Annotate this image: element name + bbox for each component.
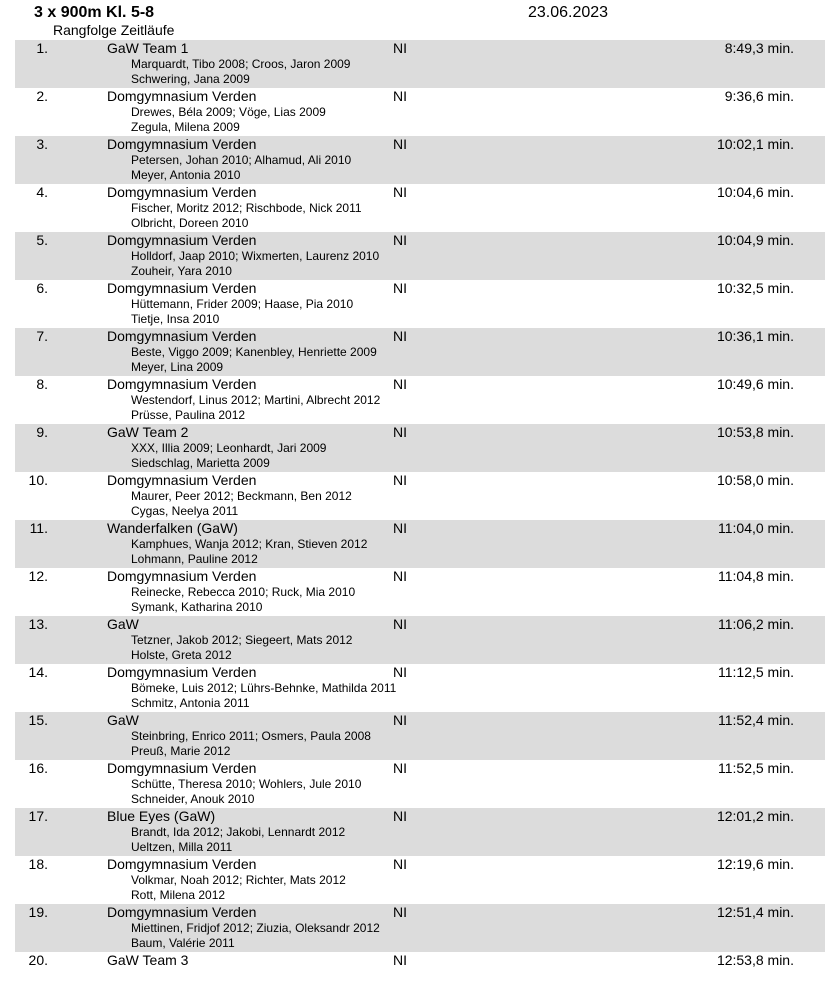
region-code: NI [393, 808, 407, 824]
runners-line-1: Steinbring, Enrico 2011; Osmers, Paula 2008 [131, 729, 371, 743]
rank: 15. [28, 712, 48, 728]
rank: 11. [29, 520, 48, 536]
rank: 5. [36, 232, 48, 248]
runners-line-1: Kamphues, Wanja 2012; Kran, Stieven 2012 [131, 537, 368, 551]
rank: 2. [36, 88, 48, 104]
runners-line-2: Tietje, Insa 2010 [131, 312, 220, 326]
runners-line-1: Brandt, Ida 2012; Jakobi, Lennardt 2012 [131, 825, 346, 839]
rank: 19. [28, 904, 48, 920]
runners-line-2: Cygas, Neelya 2011 [131, 504, 239, 518]
region-code: NI [393, 952, 407, 968]
rank: 17. [28, 808, 48, 824]
finish-time: 10:53,8 min. [716, 424, 794, 440]
runners-line-2: Baum, Valérie 2011 [131, 936, 235, 950]
runners-line-2: Lohmann, Pauline 2012 [131, 552, 258, 566]
result-row [15, 280, 825, 328]
finish-time: 10:04,6 min. [716, 184, 794, 200]
region-code: NI [393, 664, 407, 680]
runners-line-2: Ueltzen, Milla 2011 [131, 840, 233, 854]
finish-time: 11:12,5 min. [717, 664, 794, 680]
team-name: Domgymnasium Verden [107, 472, 257, 488]
rank: 14. [28, 664, 48, 680]
rank: 6. [36, 280, 48, 296]
rank: 7. [36, 328, 48, 344]
result-row [15, 472, 825, 520]
runners-line-2: Siedschlag, Marietta 2009 [131, 456, 270, 470]
runners-line-2: Olbricht, Doreen 2010 [131, 216, 249, 230]
runners-line-2: Zouheir, Yara 2010 [131, 264, 232, 278]
result-row [15, 568, 825, 616]
event-date: 23.06.2023 [528, 4, 609, 21]
team-name: Domgymnasium Verden [107, 280, 257, 296]
result-row [15, 40, 825, 88]
finish-time: 8:49,3 min. [724, 40, 794, 56]
runners-line-1: Tetzner, Jakob 2012; Siegeert, Mats 2012 [131, 633, 353, 647]
runners-line-2: Holste, Greta 2012 [131, 648, 232, 662]
region-code: NI [393, 136, 407, 152]
runners-line-2: Meyer, Antonia 2010 [131, 168, 241, 182]
finish-time: 11:06,2 min. [717, 616, 794, 632]
result-row [15, 952, 825, 1000]
finish-time: 10:32,5 min. [716, 280, 794, 296]
region-code: NI [393, 568, 407, 584]
team-name: Domgymnasium Verden [107, 856, 257, 872]
page-title: 3 x 900m Kl. 5-8 [34, 4, 155, 21]
region-code: NI [393, 376, 407, 392]
rank: 10. [28, 472, 48, 488]
runners-line-1: Drewes, Béla 2009; Vöge, Lias 2009 [131, 105, 326, 119]
runners-line-1: Bömeke, Luis 2012; Lührs-Behnke, Mathilda 2011 [131, 681, 397, 695]
team-name: Domgymnasium Verden [107, 568, 257, 584]
team-name: Domgymnasium Verden [107, 136, 257, 152]
team-name: Domgymnasium Verden [107, 232, 257, 248]
finish-time: 10:36,1 min. [716, 328, 794, 344]
rank: 12. [28, 568, 48, 584]
region-code: NI [393, 520, 407, 536]
result-row [15, 520, 825, 568]
finish-time: 11:52,5 min. [717, 760, 794, 776]
team-name: Domgymnasium Verden [107, 328, 257, 344]
runners-line-1: Hüttemann, Frider 2009; Haase, Pia 2010 [131, 297, 354, 311]
region-code: NI [393, 40, 407, 56]
team-name: Domgymnasium Verden [107, 760, 257, 776]
region-code: NI [393, 88, 407, 104]
runners-line-2: Rott, Milena 2012 [131, 888, 226, 902]
finish-time: 11:52,4 min. [717, 712, 794, 728]
rank: 3. [36, 136, 48, 152]
runners-line-1: Maurer, Peer 2012; Beckmann, Ben 2012 [131, 489, 352, 503]
runners-line-1: Volkmar, Noah 2012; Richter, Mats 2012 [131, 873, 346, 887]
runners-line-1: Schütte, Theresa 2010; Wohlers, Jule 2010 [131, 777, 362, 791]
rank: 9. [36, 424, 48, 440]
region-code: NI [393, 760, 407, 776]
runners-line-2: Schmitz, Antonia 2011 [131, 696, 250, 710]
runners-line-2: Schneider, Anouk 2010 [131, 792, 255, 806]
page-subtitle: Rangfolge Zeitläufe [53, 22, 175, 38]
rank: 16. [28, 760, 48, 776]
finish-time: 12:51,4 min. [716, 904, 794, 920]
finish-time: 11:04,0 min. [717, 520, 794, 536]
result-row [15, 808, 825, 856]
rank: 13. [28, 616, 48, 632]
finish-time: 9:36,6 min. [724, 88, 794, 104]
team-name: GaW [107, 616, 139, 632]
rank: 1. [36, 40, 48, 56]
result-row [15, 760, 825, 808]
region-code: NI [393, 712, 407, 728]
finish-time: 12:19,6 min. [716, 856, 794, 872]
finish-time: 12:53,8 min. [716, 952, 794, 968]
team-name: Domgymnasium Verden [107, 376, 257, 392]
runners-line-1: Petersen, Johan 2010; Alhamud, Ali 2010 [131, 153, 352, 167]
finish-time: 10:02,1 min. [716, 136, 794, 152]
finish-time: 10:49,6 min. [716, 376, 794, 392]
runners-line-2: Symank, Katharina 2010 [131, 600, 263, 614]
result-row [15, 88, 825, 136]
results-list [15, 40, 825, 1000]
runners-line-1: Westendorf, Linus 2012; Martini, Albrecht 2012 [131, 393, 381, 407]
region-code: NI [393, 424, 407, 440]
result-row [15, 136, 825, 184]
runners-line-2: Zegula, Milena 2009 [131, 120, 240, 134]
runners-line-1: Marquardt, Tibo 2008; Croos, Jaron 2009 [131, 57, 351, 71]
team-name: Wanderfalken (GaW) [107, 520, 238, 536]
result-row [15, 184, 825, 232]
region-code: NI [393, 280, 407, 296]
region-code: NI [393, 232, 407, 248]
result-row [15, 424, 825, 472]
runners-line-1: XXX, Illia 2009; Leonhardt, Jari 2009 [131, 441, 327, 455]
result-row [15, 232, 825, 280]
result-row [15, 616, 825, 664]
rank: 20. [28, 952, 48, 968]
region-code: NI [393, 184, 407, 200]
team-name: Blue Eyes (GaW) [107, 808, 216, 824]
runners-line-1: Fischer, Moritz 2012; Rischbode, Nick 2011 [131, 201, 362, 215]
team-name: GaW Team 3 [107, 952, 189, 968]
team-name: Domgymnasium Verden [107, 88, 257, 104]
runners-line-2: Meyer, Lina 2009 [131, 360, 224, 374]
rank: 18. [28, 856, 48, 872]
region-code: NI [393, 328, 407, 344]
finish-time: 11:04,8 min. [717, 568, 794, 584]
region-code: NI [393, 904, 407, 920]
result-row [15, 376, 825, 424]
team-name: Domgymnasium Verden [107, 664, 257, 680]
team-name: Domgymnasium Verden [107, 184, 257, 200]
region-code: NI [393, 856, 407, 872]
runners-line-2: Schwering, Jana 2009 [131, 72, 250, 86]
region-code: NI [393, 616, 407, 632]
runners-line-1: Reinecke, Rebecca 2010; Ruck, Mia 2010 [131, 585, 356, 599]
runners-line-1: Miettinen, Fridjof 2012; Ziuzia, Oleksandr 2012 [131, 921, 380, 935]
team-name: GaW Team 1 [107, 40, 189, 56]
runners-line-1: Holldorf, Jaap 2010; Wixmerten, Laurenz 2010 [131, 249, 380, 263]
runners-line-2: Prüsse, Paulina 2012 [131, 408, 246, 422]
finish-time: 12:01,2 min. [716, 808, 794, 824]
result-row [15, 664, 825, 712]
rank: 4. [36, 184, 48, 200]
result-row [15, 328, 825, 376]
result-row [15, 856, 825, 904]
finish-time: 10:58,0 min. [716, 472, 794, 488]
rank: 8. [36, 376, 48, 392]
team-name: GaW Team 2 [107, 424, 189, 440]
result-row [15, 712, 825, 760]
team-name: GaW [107, 712, 139, 728]
result-row [15, 904, 825, 952]
finish-time: 10:04,9 min. [716, 232, 794, 248]
region-code: NI [393, 472, 407, 488]
runners-line-1: Beste, Viggo 2009; Kanenbley, Henriette 2009 [131, 345, 377, 359]
runners-line-2: Preuß, Marie 2012 [131, 744, 231, 758]
team-name: Domgymnasium Verden [107, 904, 257, 920]
